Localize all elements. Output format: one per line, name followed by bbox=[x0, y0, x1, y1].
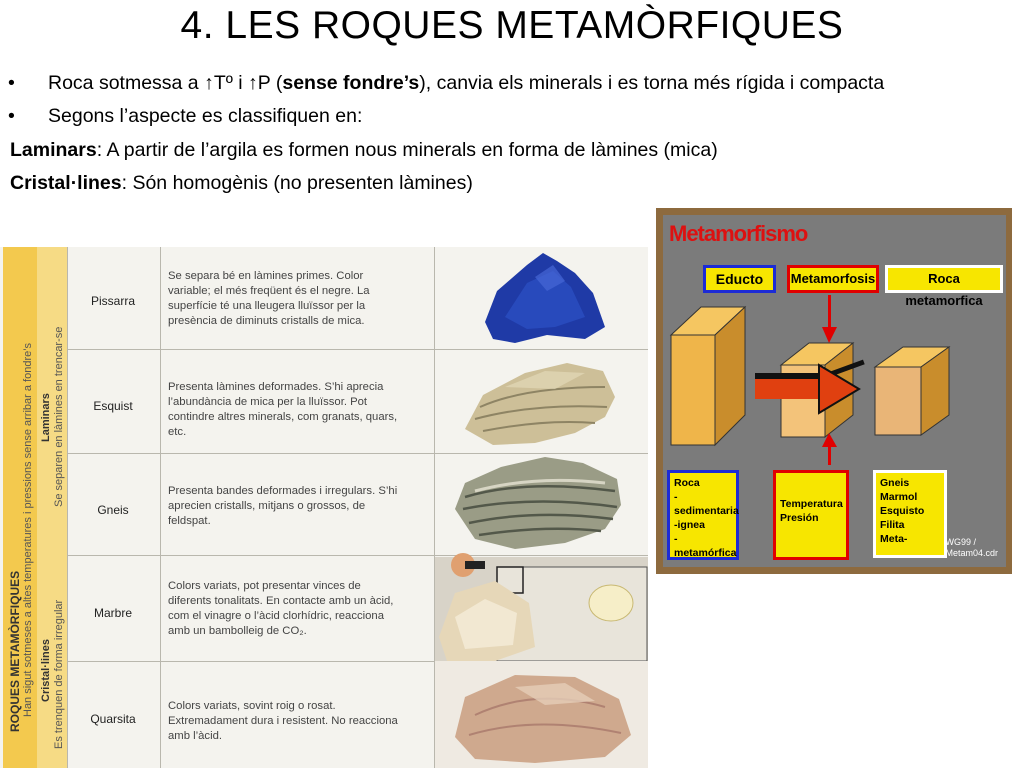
table-row: Gneis Presenta bandes deformades i irregulars. S’hi aprecien cristalls, mitjans o grossos, de feldspat. bbox=[67, 453, 648, 556]
line-laminars: Laminars: A partir de l’argila es formen nous minerals en forma de làmines (mica) bbox=[10, 139, 718, 161]
table-row: Marbre Colors variats, pot presentar vinces de diferents tonalitats. En contacte amb un àcid, com el vinagre o l’àcid clorhídric, reacciona amb un bambolleig de CO₂. bbox=[67, 555, 648, 662]
diagram-title: Metamorfismo bbox=[669, 221, 808, 246]
bullet-2: • Segons l’aspecte es classifiquen en: bbox=[8, 105, 363, 127]
esquist-image bbox=[465, 363, 615, 445]
pissarra-image bbox=[485, 253, 605, 343]
marbre-image bbox=[435, 553, 648, 661]
group-laminars-label: Laminars bbox=[40, 393, 52, 442]
metamorfosis-box: Metamorfosis bbox=[787, 265, 879, 293]
bullet-dot: • bbox=[8, 72, 15, 94]
diagram-credit: WG99 / Metam04.cdr bbox=[945, 537, 998, 558]
gneis-image bbox=[455, 457, 621, 549]
table-row: Esquist Presenta làmines deformades. S’hi aprecia l’abundància de mica per la lluïssor. Pot contindre altres minerals, com granats, quars, etc. bbox=[67, 349, 648, 454]
group-laminars-sub: Se separen en làmines en trencar-se bbox=[53, 326, 65, 507]
metamorfismo-diagram bbox=[656, 208, 1012, 574]
line-cristallines: Cristal·lines: Són homogènis (no presenten làmines) bbox=[10, 172, 473, 194]
rocks-table bbox=[0, 247, 648, 768]
table-row: Quarsita Colors variats, sovint roig o rosat. Extremadament dura i resistent. No reacciona amb l’àcid. bbox=[67, 661, 648, 768]
educto-box: Educto bbox=[703, 265, 776, 293]
roca-metamorfica-box: Roca metamorfica bbox=[885, 265, 1003, 293]
main-category-label: ROQUES METAMÒRFIQUES bbox=[8, 570, 22, 732]
rock-images bbox=[435, 247, 648, 768]
bullet-1: • Roca sotmessa a ↑Tº i ↑P (sense fondre’s), canvia els minerals i es torna més rígida i compacta bbox=[8, 72, 885, 94]
factors-label: Temperatura Presión bbox=[773, 470, 849, 560]
roca-types-label: Roca -sedimentaria -ignea -metamórfica bbox=[667, 470, 739, 560]
examples-label: Gneis Marmol Esquisto Filita Meta- bbox=[873, 470, 947, 558]
main-category-sub: Han sigut sotmeses a altes temperatures i pressions sense arribar a fondre’s bbox=[22, 343, 34, 717]
bullet-dot: • bbox=[8, 105, 15, 127]
quarsita-image bbox=[435, 661, 648, 768]
table-row: Pissarra Se separa bé en làmines primes. Color variable; el més freqüent és el negre. La superfície té una lleugera lluïssor per la presència de diminuts cristalls de mica. bbox=[90, 270, 370, 327]
group-cristallines-label: Cristal·lines bbox=[40, 639, 52, 702]
group-cristallines-sub: Es trenquen de forma irregular bbox=[53, 599, 65, 749]
metamorfismo-blocks bbox=[663, 295, 1006, 465]
slide-title: 4. LES ROQUES METAMÒRFIQUES bbox=[180, 4, 844, 47]
